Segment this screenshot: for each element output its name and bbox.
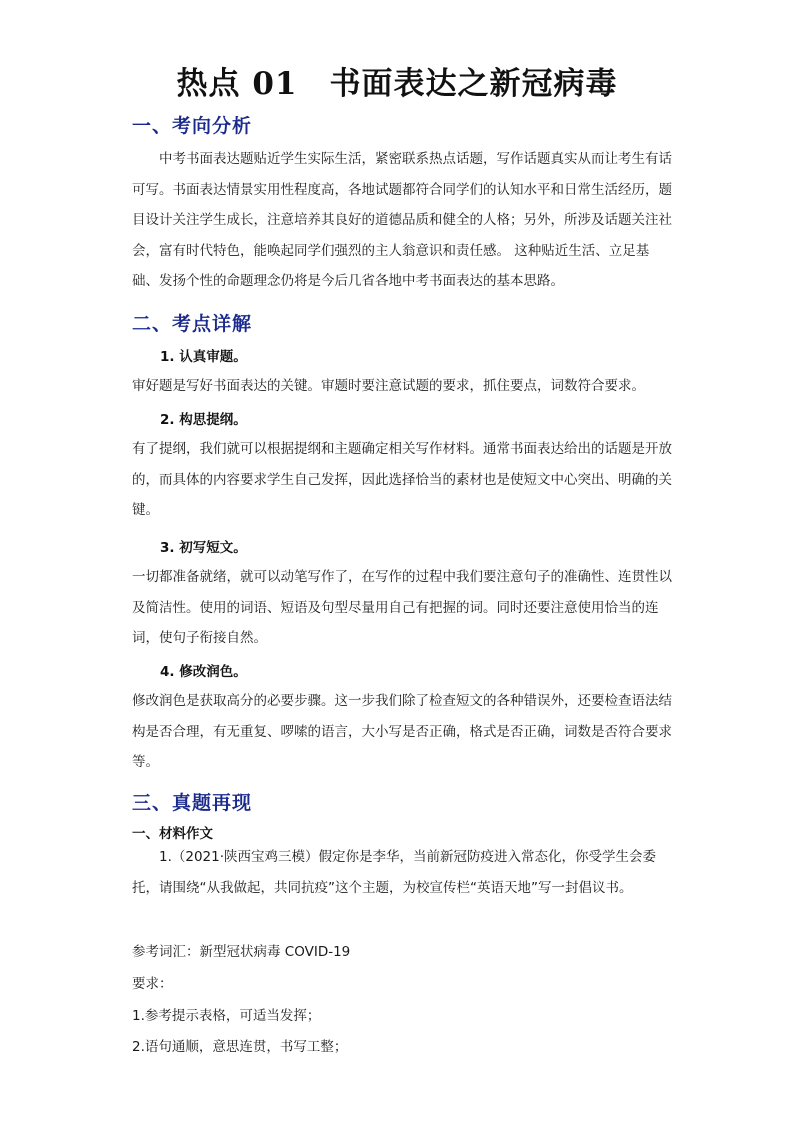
exam-question: 1.（2021·陕西宝鸡三模）假定你是李华，当前新冠防疫进入常态化，你受学生会委托，请围绕“从我做起，共同抗疫”这个主题，为校宣传栏“英语天地”写一封倡议书。 — [132, 849, 657, 896]
point-title-3: 3. 初写短文。 — [160, 540, 247, 556]
point-text-3: 一切都准备就绪，就可以动笔写作了，在写作的过程中我们要注意句子的准确性、连贯性以及简洁性。使用的词语、短语及句型尽量用自己有把握的词。同时还要注意使用恰当的连词，使句子衔接自然。 — [132, 569, 672, 646]
section-heading-analysis: 一、考向分析 — [132, 115, 253, 137]
requirement-2: 2.语句通顺，意思连贯，书写工整； — [132, 1039, 348, 1055]
point-text-1: 审好题是写好书面表达的关键。审题时要注意试题的要求，抓住要点，词数符合要求。 — [132, 378, 645, 394]
section-heading-exam: 三、真题再现 — [132, 792, 253, 814]
requirements-label: 要求： — [132, 976, 173, 992]
point-title-4: 4. 修改润色。 — [160, 664, 247, 680]
exam-subheading: 一、材料作文 — [132, 826, 213, 842]
point-text-2: 有了提纲，我们就可以根据提纲和主题确定相关写作材料。通常书面表达给出的话题是开放的，而具体的内容要求学生自己发挥，因此选择恰当的素材也是使短文中心突出、明确的关键。 — [132, 441, 672, 518]
point-text-4: 修改润色是获取高分的必要步骤。这一步我们除了检查短文的各种错误外，还要检查语法结构是否合理，有无重复、啰嗦的语言，大小写是否正确，格式是否正确，词数是否符合要求等。 — [132, 693, 672, 770]
point-title-1: 1. 认真审题。 — [160, 349, 247, 365]
page-title: 热点 01 书面表达之新冠病毒 — [176, 66, 618, 102]
analysis-paragraph: 中考书面表达题贴近学生实际生活，紧密联系热点话题，写作话题真实从而让考生有话可写。书面表达情景实用性程度高，各地试题都符合同学们的认知水平和日常生活经历，题目设计关注学生成长，注意培养其良好的道德品质和健全的人格；另外，所涉及话题关注社会，富有时代特色，能唤起同学们强烈的主人翁意识和责任感。 这种贴近生活、立足基础、发扬个性的命题理念仍将是今后几省各地中考书面表达的基本思路。 — [132, 151, 672, 289]
vocab-line: 参考词汇：新型冠状病毒 COVID-19 — [132, 944, 351, 960]
point-title-2: 2. 构思提纲。 — [160, 412, 247, 428]
section-heading-details: 二、考点详解 — [132, 313, 253, 335]
requirement-1: 1.参考提示表格，可适当发挥； — [132, 1008, 321, 1024]
